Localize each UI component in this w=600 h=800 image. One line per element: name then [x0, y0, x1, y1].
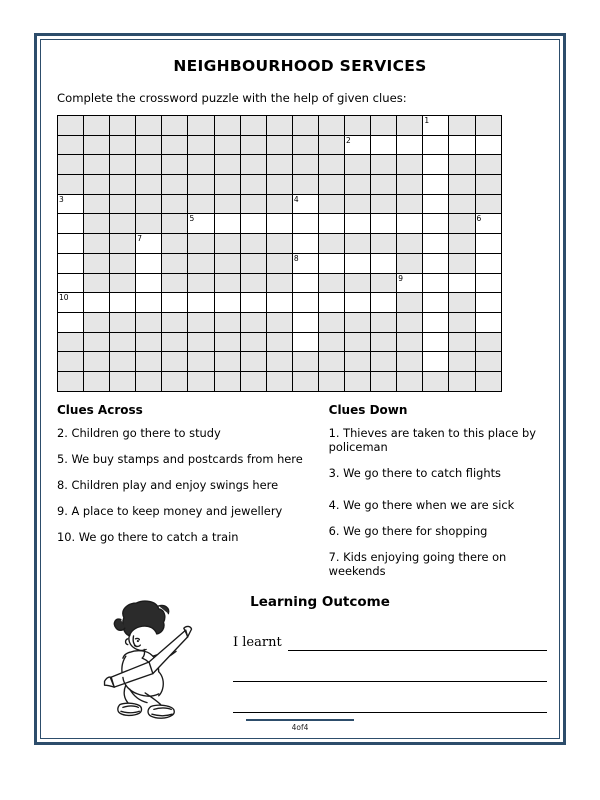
crossword-cell-blocked: [449, 253, 475, 273]
outcome-line-row-1: [233, 620, 547, 651]
crossword-cell-blocked: [162, 234, 188, 254]
crossword-clue-number: 7: [137, 234, 143, 244]
crossword-cell-blocked: [162, 116, 188, 136]
crossword-cell-open[interactable]: [136, 234, 162, 254]
crossword-cell-blocked: [136, 135, 162, 155]
crossword-cell-open[interactable]: [188, 293, 214, 313]
crossword-cell-blocked: [136, 194, 162, 214]
crossword-cell-blocked: [136, 332, 162, 352]
crossword-cell-open[interactable]: [475, 293, 501, 313]
crossword-cell-blocked: [318, 116, 344, 136]
crossword-cell-open[interactable]: [345, 214, 371, 234]
crossword-row: [58, 155, 502, 175]
crossword-cell-open[interactable]: [423, 214, 449, 234]
crossword-grid[interactable]: [57, 115, 502, 392]
crossword-cell-blocked: [136, 214, 162, 234]
crossword-cell-blocked: [318, 273, 344, 293]
crossword-cell-blocked: [84, 234, 110, 254]
crossword-row: [58, 135, 502, 155]
crossword-cell-blocked: [162, 175, 188, 195]
crossword-cell-blocked: [397, 293, 423, 313]
crossword-clue-number: 9: [398, 273, 403, 283]
crossword-cell-blocked: [58, 175, 84, 195]
crossword-cell-blocked: [214, 194, 240, 214]
crossword-cell-open[interactable]: [423, 352, 449, 372]
instruction-text: Complete the crossword puzzle with the help of given clues:: [57, 91, 407, 105]
crossword-cell-blocked: [449, 312, 475, 332]
crossword-cell-blocked: [318, 194, 344, 214]
crossword-cell-blocked: [371, 332, 397, 352]
crossword-cell-open[interactable]: [240, 214, 266, 234]
crossword-cell-open[interactable]: [292, 253, 318, 273]
crossword-cell-blocked: [345, 332, 371, 352]
crossword-cell-blocked: [58, 116, 84, 136]
crossword-cell-blocked: [449, 175, 475, 195]
crossword-cell-open[interactable]: [475, 273, 501, 293]
crossword-cell-blocked: [162, 371, 188, 391]
crossword-cell-blocked: [449, 155, 475, 175]
crossword-cell-blocked: [84, 135, 110, 155]
crossword-cell-blocked: [214, 273, 240, 293]
crossword-cell-blocked: [475, 116, 501, 136]
crossword-cell-open[interactable]: [423, 312, 449, 332]
crossword-cell-blocked: [84, 175, 110, 195]
clues-section: [55, 403, 545, 590]
crossword-cell-open[interactable]: [58, 293, 84, 313]
crossword-cell-blocked: [345, 116, 371, 136]
crossword-cell-blocked: [84, 371, 110, 391]
crossword-cell-open[interactable]: [423, 253, 449, 273]
answer-blank-line[interactable]: [233, 711, 547, 713]
crossword-cell-open[interactable]: [371, 253, 397, 273]
crossword-cell-blocked: [214, 135, 240, 155]
crossword-cell-blocked: [136, 175, 162, 195]
crossword-cell-blocked: [84, 116, 110, 136]
crossword-cell-blocked: [214, 371, 240, 391]
crossword-clue-number: 4: [293, 194, 299, 204]
crossword-cell-open[interactable]: [423, 155, 449, 175]
crossword-cell-blocked: [110, 371, 136, 391]
crossword-cell-blocked: [58, 352, 84, 372]
crossword-cell-open[interactable]: [266, 214, 292, 234]
crossword-cell-blocked: [162, 352, 188, 372]
crossword-clue-number: 2: [346, 135, 351, 145]
crossword-cell-blocked: [214, 234, 240, 254]
crossword-cell-blocked: [188, 312, 214, 332]
learning-outcome-title: Learning Outcome: [250, 593, 390, 610]
crossword-cell-blocked: [188, 253, 214, 273]
clue-across-item: 2. Children go there to study: [57, 425, 221, 440]
clue-across-item: 9. A place to keep money and jewellery: [57, 503, 283, 518]
crossword-cell-open[interactable]: [371, 135, 397, 155]
crossword-cell-blocked: [292, 175, 318, 195]
crossword-cell-blocked: [345, 371, 371, 391]
crossword-cell-blocked: [397, 155, 423, 175]
answer-blank-line[interactable]: [233, 680, 547, 682]
crossword-clue-number: 5: [189, 214, 195, 224]
crossword-cell-blocked: [397, 332, 423, 352]
crossword-row: [58, 312, 502, 332]
worksheet-page: [34, 33, 566, 745]
crossword-cell-blocked: [162, 332, 188, 352]
outcome-line-row-2: [233, 651, 547, 682]
crossword-clue-number: 10: [59, 293, 69, 303]
crossword-cell-open[interactable]: [318, 214, 344, 234]
crossword-cell-blocked: [240, 273, 266, 293]
crossword-cell-blocked: [292, 155, 318, 175]
crossword-cell-open[interactable]: [371, 293, 397, 313]
crossword-cell-blocked: [162, 194, 188, 214]
crossword-cell-blocked: [240, 312, 266, 332]
learning-outcome-lines: [233, 620, 547, 713]
crossword-cell-blocked: [188, 116, 214, 136]
page-footer: [41, 719, 559, 732]
crossword-cell-open[interactable]: [475, 234, 501, 254]
crossword-cell-open[interactable]: [475, 253, 501, 273]
crossword-cell-open[interactable]: [318, 293, 344, 313]
crossword-cell-open[interactable]: [397, 135, 423, 155]
clues-across-column: [57, 403, 329, 590]
crossword-cell-open[interactable]: [58, 214, 84, 234]
clues-down-column: [329, 403, 545, 590]
crossword-row: [58, 253, 502, 273]
crossword-cell-blocked: [371, 155, 397, 175]
crossword-cell-blocked: [136, 371, 162, 391]
page-content: [41, 40, 559, 738]
crossword-cell-blocked: [345, 175, 371, 195]
crossword-cell-open[interactable]: [136, 273, 162, 293]
crossword-cell-open[interactable]: [214, 293, 240, 313]
crossword-cell-blocked: [397, 234, 423, 254]
crossword-cell-open[interactable]: [397, 273, 423, 293]
crossword-cell-blocked: [188, 194, 214, 214]
crossword-cell-blocked: [475, 352, 501, 372]
crossword-cell-open[interactable]: [292, 293, 318, 313]
crossword-cell-open[interactable]: [318, 253, 344, 273]
crossword-cell-blocked: [318, 175, 344, 195]
crossword-cell-blocked: [110, 214, 136, 234]
crossword-cell-blocked: [136, 116, 162, 136]
page-title: NEIGHBOURHOOD SERVICES: [173, 57, 427, 75]
crossword-cell-blocked: [397, 371, 423, 391]
crossword-cell-blocked: [188, 371, 214, 391]
crossword-cell-blocked: [214, 332, 240, 352]
crossword-cell-blocked: [318, 155, 344, 175]
clue-down-item: 4. We go there when we are sick: [328, 497, 515, 512]
crossword-cell-blocked: [292, 135, 318, 155]
clue-down-item: 1. Thieves are taken to this place by policeman: [328, 425, 537, 454]
crossword-cell-blocked: [110, 116, 136, 136]
crossword-cell-blocked: [449, 352, 475, 372]
crossword-cell-open[interactable]: [475, 214, 501, 234]
crossword-row: [58, 175, 502, 195]
crossword-cell-open[interactable]: [423, 293, 449, 313]
crossword-cell-open[interactable]: [475, 135, 501, 155]
crossword-cell-open[interactable]: [397, 214, 423, 234]
crossword-cell-open[interactable]: [136, 253, 162, 273]
crossword-cell-blocked: [84, 332, 110, 352]
crossword-cell-open[interactable]: [292, 273, 318, 293]
crossword-cell-blocked: [162, 155, 188, 175]
crossword-cell-open[interactable]: [292, 312, 318, 332]
crossword-cell-blocked: [266, 273, 292, 293]
crossword-cell-open[interactable]: [58, 194, 84, 214]
crossword-cell-blocked: [345, 273, 371, 293]
crossword-cell-blocked: [318, 312, 344, 332]
crossword-cell-blocked: [84, 214, 110, 234]
clue-down-item: 3. We go there to catch flights: [328, 465, 501, 480]
crossword-cell-blocked: [449, 371, 475, 391]
crossword-cell-blocked: [188, 135, 214, 155]
crossword-cell-blocked: [84, 273, 110, 293]
crossword-cell-open[interactable]: [240, 293, 266, 313]
crossword-cell-open[interactable]: [58, 253, 84, 273]
crossword-cell-open[interactable]: [423, 332, 449, 352]
crossword-cell-blocked: [371, 194, 397, 214]
crossword-cell-blocked: [475, 332, 501, 352]
crossword-cell-open[interactable]: [58, 234, 84, 254]
crossword-cell-blocked: [188, 175, 214, 195]
page-number: 4of4: [291, 723, 309, 732]
crossword-cell-blocked: [84, 352, 110, 372]
crossword-cell-blocked: [475, 194, 501, 214]
crossword-cell-blocked: [266, 371, 292, 391]
crossword-cell-blocked: [266, 135, 292, 155]
crossword-cell-open[interactable]: [136, 293, 162, 313]
crossword-cell-blocked: [136, 352, 162, 372]
crossword-cell-blocked: [397, 175, 423, 195]
crossword-cell-blocked: [110, 352, 136, 372]
crossword-cell-open[interactable]: [345, 253, 371, 273]
crossword-cell-blocked: [345, 155, 371, 175]
crossword-cell-blocked: [371, 273, 397, 293]
crossword-cell-blocked: [240, 352, 266, 372]
crossword-clue-number: 6: [476, 214, 482, 224]
crossword-cell-open[interactable]: [110, 293, 136, 313]
crossword-cell-open[interactable]: [449, 273, 475, 293]
crossword-cell-blocked: [266, 332, 292, 352]
crossword-cell-blocked: [371, 352, 397, 372]
crossword-row: [58, 194, 502, 214]
crossword-cell-blocked: [188, 234, 214, 254]
crossword-cell-blocked: [84, 194, 110, 214]
crossword-row: [58, 214, 502, 234]
clue-across-item: 8. Children play and enjoy swings here: [57, 477, 279, 492]
crossword-cell-blocked: [110, 175, 136, 195]
clue-down-item: 6. We go there for shopping: [328, 523, 488, 538]
crossword-cell-blocked: [58, 332, 84, 352]
crossword-cell-blocked: [162, 273, 188, 293]
crossword-cell-blocked: [110, 135, 136, 155]
crossword-cell-blocked: [58, 155, 84, 175]
crossword-cell-blocked: [397, 312, 423, 332]
crossword-cell-blocked: [188, 273, 214, 293]
crossword-cell-blocked: [136, 155, 162, 175]
crossword-cell-blocked: [371, 312, 397, 332]
crossword-cell-open[interactable]: [423, 273, 449, 293]
crossword-cell-blocked: [84, 253, 110, 273]
crossword-cell-blocked: [266, 312, 292, 332]
crossword-cell-blocked: [240, 175, 266, 195]
crossword-cell-open[interactable]: [292, 194, 318, 214]
crossword-cell-blocked: [318, 371, 344, 391]
crossword-cell-open[interactable]: [162, 293, 188, 313]
crossword-cell-open[interactable]: [423, 234, 449, 254]
crossword-row: [58, 332, 502, 352]
crossword-cell-open[interactable]: [345, 293, 371, 313]
child-reading-book-illustration: [91, 596, 207, 728]
crossword-cell-blocked: [345, 352, 371, 372]
crossword-cell-blocked: [240, 155, 266, 175]
crossword-cell-open[interactable]: [475, 312, 501, 332]
clues-down-heading: Clues Down: [328, 402, 408, 417]
crossword-row: [58, 371, 502, 391]
crossword-cell-blocked: [110, 273, 136, 293]
crossword-cell-open[interactable]: [58, 273, 84, 293]
crossword-cell-blocked: [214, 155, 240, 175]
crossword-cell-blocked: [397, 116, 423, 136]
crossword-cell-blocked: [475, 175, 501, 195]
crossword-cell-blocked: [162, 253, 188, 273]
crossword-cell-blocked: [84, 312, 110, 332]
crossword-cell-blocked: [214, 175, 240, 195]
crossword-cell-blocked: [423, 371, 449, 391]
crossword-cell-blocked: [240, 332, 266, 352]
crossword-cell-blocked: [345, 234, 371, 254]
crossword-cell-blocked: [371, 371, 397, 391]
crossword-cell-blocked: [397, 352, 423, 372]
crossword-cell-blocked: [110, 194, 136, 214]
crossword-cell-blocked: [266, 116, 292, 136]
crossword-cell-open[interactable]: [292, 214, 318, 234]
crossword-clue-number: 8: [293, 253, 299, 263]
crossword-cell-blocked: [188, 155, 214, 175]
crossword-cell-blocked: [110, 312, 136, 332]
crossword-cell-blocked: [110, 253, 136, 273]
crossword-cell-blocked: [266, 352, 292, 372]
crossword-cell-blocked: [162, 214, 188, 234]
crossword-cell-open[interactable]: [345, 135, 371, 155]
crossword-cell-open[interactable]: [449, 135, 475, 155]
crossword-cell-open[interactable]: [423, 135, 449, 155]
crossword-cell-blocked: [449, 332, 475, 352]
crossword-cell-blocked: [136, 312, 162, 332]
crossword-cell-blocked: [449, 234, 475, 254]
crossword-clue-number: 3: [59, 194, 64, 204]
crossword-cell-blocked: [214, 352, 240, 372]
crossword-cell-blocked: [318, 352, 344, 372]
crossword-cell-blocked: [240, 116, 266, 136]
crossword-grid-wrapper: [55, 115, 545, 392]
crossword-row: [58, 293, 502, 313]
crossword-cell-blocked: [188, 332, 214, 352]
crossword-row: [58, 116, 502, 136]
crossword-cell-blocked: [318, 234, 344, 254]
crossword-cell-open[interactable]: [58, 312, 84, 332]
crossword-cell-blocked: [110, 234, 136, 254]
crossword-cell-open[interactable]: [214, 214, 240, 234]
crossword-cell-blocked: [475, 155, 501, 175]
crossword-cell-blocked: [58, 371, 84, 391]
crossword-cell-blocked: [371, 116, 397, 136]
crossword-cell-open[interactable]: [292, 234, 318, 254]
crossword-cell-blocked: [240, 194, 266, 214]
crossword-cell-blocked: [475, 371, 501, 391]
crossword-cell-blocked: [397, 194, 423, 214]
crossword-cell-blocked: [110, 332, 136, 352]
crossword-cell-blocked: [84, 155, 110, 175]
crossword-cell-open[interactable]: [423, 194, 449, 214]
crossword-cell-blocked: [371, 234, 397, 254]
crossword-cell-blocked: [266, 175, 292, 195]
clue-across-item: 5. We buy stamps and postcards from here: [57, 451, 303, 466]
crossword-cell-open[interactable]: [371, 214, 397, 234]
crossword-cell-blocked: [292, 352, 318, 372]
crossword-cell-open[interactable]: [266, 293, 292, 313]
footer-divider: [246, 719, 354, 721]
crossword-cell-blocked: [266, 253, 292, 273]
crossword-cell-blocked: [449, 116, 475, 136]
i-learnt-label: I learnt: [233, 634, 282, 650]
crossword-cell-blocked: [162, 135, 188, 155]
crossword-cell-blocked: [162, 312, 188, 332]
crossword-cell-open[interactable]: [188, 214, 214, 234]
answer-blank-line[interactable]: [288, 649, 547, 651]
crossword-cell-open[interactable]: [84, 293, 110, 313]
clue-across-item: 10. We go there to catch a train: [57, 529, 239, 544]
crossword-cell-blocked: [240, 253, 266, 273]
clues-across-heading: Clues Across: [57, 402, 143, 417]
crossword-cell-blocked: [345, 312, 371, 332]
crossword-cell-blocked: [292, 371, 318, 391]
crossword-cell-blocked: [266, 155, 292, 175]
crossword-cell-blocked: [371, 175, 397, 195]
crossword-cell-blocked: [266, 234, 292, 254]
crossword-cell-blocked: [58, 135, 84, 155]
crossword-cell-blocked: [318, 135, 344, 155]
crossword-cell-blocked: [266, 194, 292, 214]
crossword-cell-open[interactable]: [423, 175, 449, 195]
crossword-clue-number: 1: [424, 116, 430, 125]
crossword-cell-blocked: [292, 116, 318, 136]
clue-down-item: 7. Kids enjoying going there on weekends: [328, 549, 507, 578]
crossword-cell-blocked: [214, 116, 240, 136]
crossword-cell-blocked: [449, 214, 475, 234]
crossword-cell-blocked: [240, 371, 266, 391]
crossword-cell-open[interactable]: [423, 116, 449, 136]
crossword-cell-blocked: [214, 312, 240, 332]
crossword-cell-blocked: [345, 194, 371, 214]
crossword-cell-open[interactable]: [292, 332, 318, 352]
crossword-cell-blocked: [449, 194, 475, 214]
crossword-cell-blocked: [188, 352, 214, 372]
crossword-cell-blocked: [318, 332, 344, 352]
crossword-cell-blocked: [214, 253, 240, 273]
crossword-row: [58, 273, 502, 293]
crossword-cell-blocked: [110, 155, 136, 175]
outcome-line-row-3: [233, 682, 547, 713]
crossword-cell-blocked: [449, 293, 475, 313]
crossword-cell-blocked: [397, 253, 423, 273]
crossword-row: [58, 352, 502, 372]
crossword-cell-blocked: [240, 135, 266, 155]
crossword-cell-blocked: [240, 234, 266, 254]
crossword-row: [58, 234, 502, 254]
page-inner-border: [40, 39, 560, 739]
